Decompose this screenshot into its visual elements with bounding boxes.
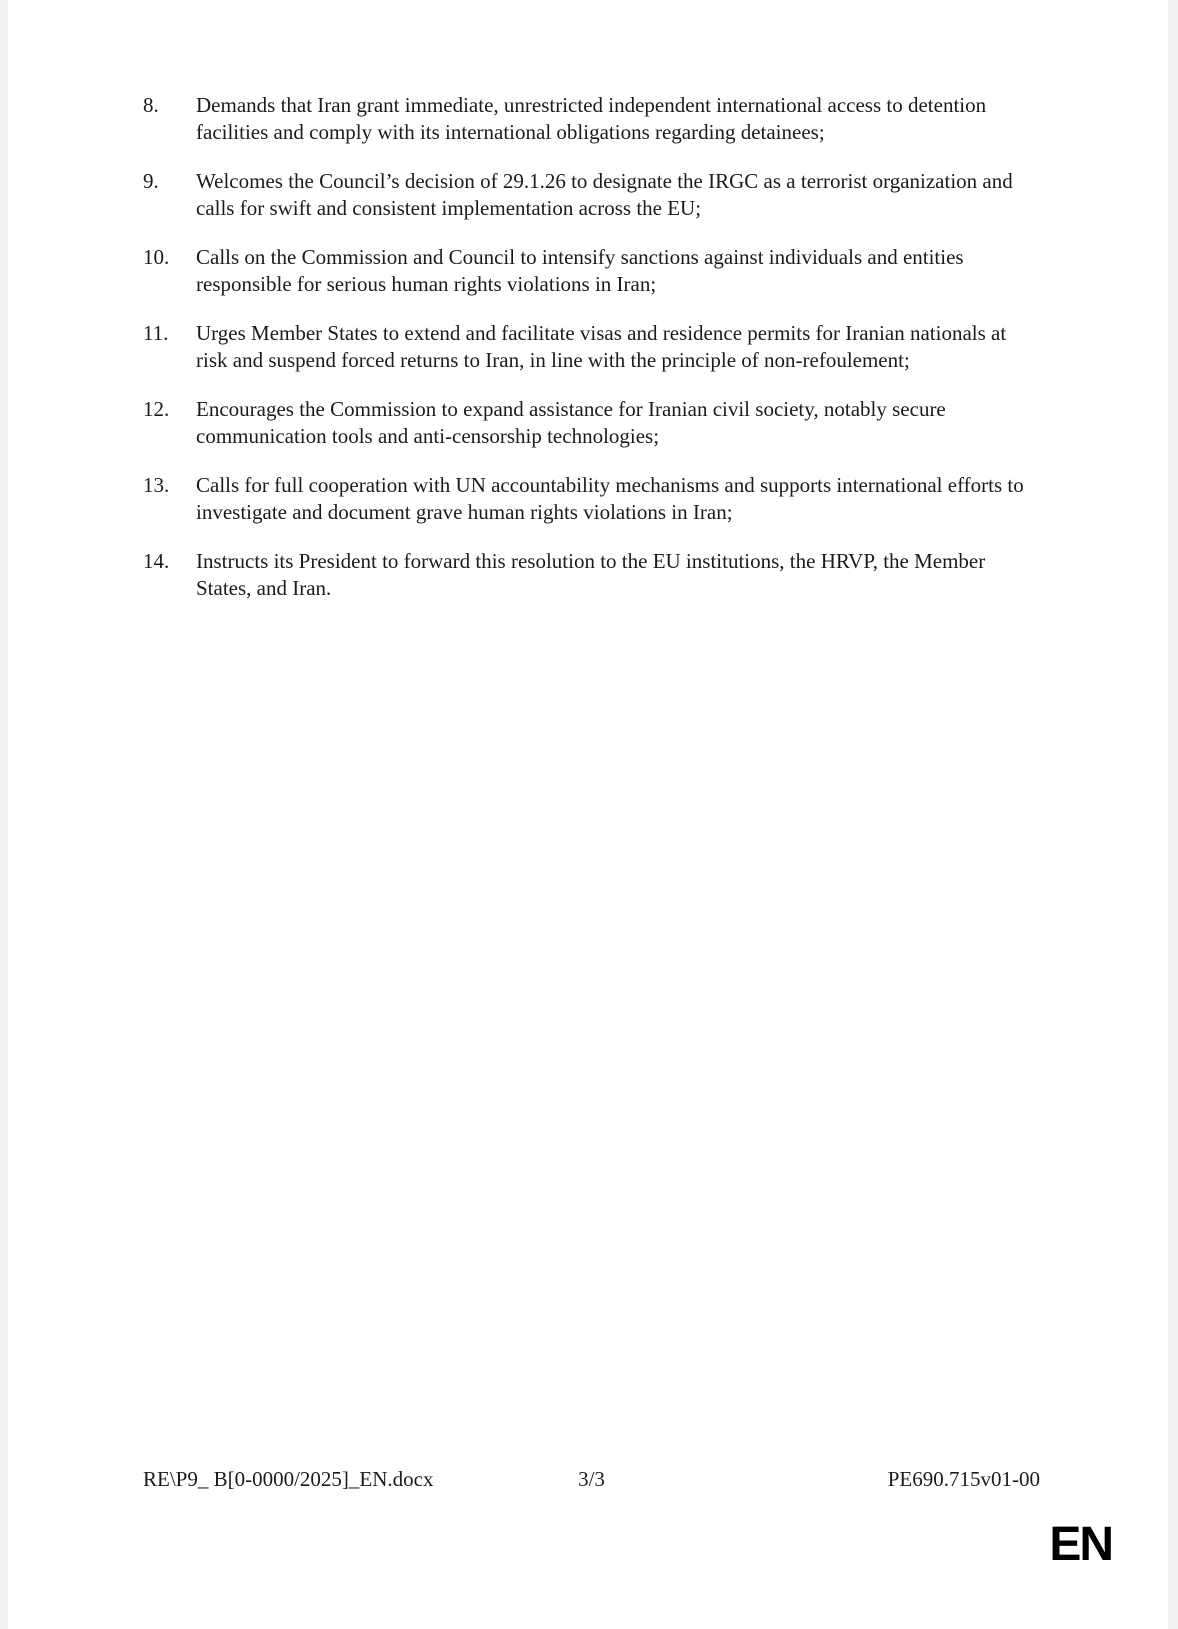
- footer-page-number: 3/3: [578, 1467, 605, 1491]
- item-number: 8.: [143, 93, 159, 117]
- item-text: Instructs its President to forward this resolution to the EU institutions, the HRVP, the Member States, and Iran.: [196, 549, 986, 600]
- item-number: 14.: [143, 549, 170, 573]
- paragraph-list: [143, 92, 1040, 624]
- page-footer: [143, 1466, 1040, 1493]
- footer-reference: PE690.715v01-00: [887, 1467, 1040, 1491]
- list-item: [143, 92, 1040, 146]
- list-item: [143, 396, 1040, 450]
- item-text: Urges Member States to extend and facilitate visas and residence permits for Iranian nationals at risk and suspend forced returns to Iran, in line with the principle of non-refoulement;: [196, 321, 1007, 372]
- footer-filename: RE\P9_ B[0-0000/2025]_EN.docx: [143, 1467, 434, 1491]
- list-item: [143, 548, 1040, 602]
- item-number: 11.: [143, 321, 169, 345]
- item-text: Demands that Iran grant immediate, unrestricted independent international access to detention facilities and comply with its international obligations regarding detainees;: [196, 93, 987, 144]
- document-page: [8, 0, 1168, 1629]
- item-number: 13.: [143, 473, 170, 497]
- list-item: [143, 320, 1040, 374]
- language-badge: EN: [1049, 1518, 1112, 1571]
- item-text: Calls for full cooperation with UN accountability mechanisms and supports international efforts to investigate and document grave human rights violations in Iran;: [196, 473, 1024, 524]
- item-number: 9.: [143, 169, 159, 193]
- list-item: [143, 472, 1040, 526]
- item-text: Calls on the Commission and Council to intensify sanctions against individuals and entities responsible for serious human rights violations in Iran;: [196, 245, 964, 296]
- item-text: Encourages the Commission to expand assistance for Iranian civil society, notably secure communication tools and anti-censorship technologies;: [196, 397, 946, 448]
- list-item: [143, 244, 1040, 298]
- item-number: 12.: [143, 397, 170, 421]
- item-number: 10.: [143, 245, 170, 269]
- item-text: Welcomes the Council’s decision of 29.1.26 to designate the IRGC as a terrorist organization and calls for swift and consistent implementation across the EU;: [196, 169, 1013, 220]
- list-item: [143, 168, 1040, 222]
